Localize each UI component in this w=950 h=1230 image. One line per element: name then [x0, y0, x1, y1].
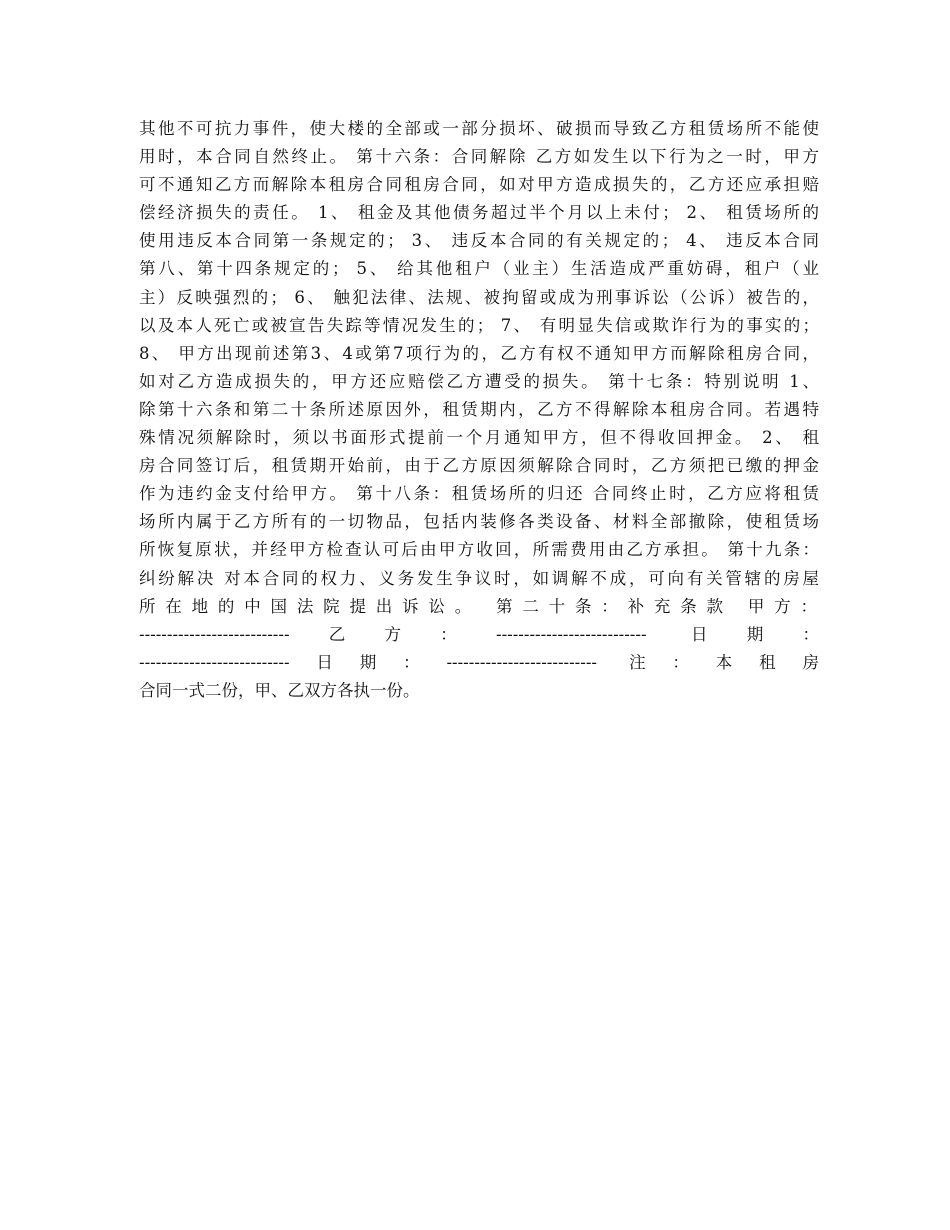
text-line: 合同一式二份，甲、乙双方各执一份。 [139, 680, 420, 700]
text-line: 殊情况须解除时，须以书面形式提前一个月通知甲方，但不得收回押金。 2、 租 [139, 428, 819, 448]
text-line: 用时，本合同自然终止。 第十六条：合同解除 乙方如发生以下行为之一时，甲方 [139, 147, 819, 167]
text-line: 第八、第十四条规定的； 5、 给其他租户（业主）生活造成严重妨碍，租户（业 [139, 259, 819, 279]
text-line: 8、 甲方出现前述第3、4或第7项行为的，乙方有权不通知甲方而解除租房合同， [139, 343, 819, 363]
text-line: 使用违反本合同第一条规定的； 3、 违反本合同的有关规定的； 4、 违反本合同 [139, 231, 819, 251]
text-line: 除第十六条和第二十条所述原因外，租赁期内，乙方不得解除本租房合同。若遇特 [139, 399, 819, 419]
text-line: 可不通知乙方而解除本租房合同租房合同，如对甲方造成损失的，乙方还应承担赔 [139, 175, 819, 195]
text-line: 作为违约金支付给甲方。 第十八条：租赁场所的归还 合同终止时，乙方应将租赁 [139, 484, 819, 504]
text-line: 以及本人死亡或被宣告失踪等情况发生的； 7、 有明显失信或欺诈行为的事实的； [139, 315, 819, 335]
text-line: 场所内属于乙方所有的一切物品，包括内装修各类设备、材料全部撤除，使租赁场 [139, 512, 819, 532]
text-line: 所在地的中国法院提出诉讼。 第二十条：补充条款 甲方： [139, 596, 819, 616]
text-line: 其他不可抗力事件，使大楼的全部或一部分损坏、破损而导致乙方租赁场所不能使 [139, 119, 819, 138]
signature-line-dates: ---------------------------日期：--------------------------- 注：本租房 [139, 652, 819, 672]
signature-line-party-a-b: ---------------------------乙方：--------------------------- 日期： [139, 624, 819, 644]
text-line: 主）反映强烈的； 6、 触犯法律、法规、被拘留或成为刑事诉讼（公诉）被告的， [139, 287, 819, 307]
text-line: 偿经济损失的责任。 1、 租金及其他债务超过半个月以上未付； 2、 租赁场所的 [139, 203, 819, 223]
contract-body-text [139, 115, 819, 705]
text-line: 所恢复原状，并经甲方检查认可后由甲方收回，所需费用由乙方承担。 第十九条： [139, 540, 819, 560]
text-line: 纠纷解决 对本合同的权力、义务发生争议时，如调解不成，可向有关管辖的房屋 [139, 568, 819, 588]
text-line: 如对乙方造成损失的，甲方还应赔偿乙方遭受的损失。 第十七条：特别说明 1、 [139, 371, 819, 391]
text-line: 房合同签订后，租赁期开始前，由于乙方原因须解除合同时，乙方须把已缴的押金 [139, 456, 819, 476]
